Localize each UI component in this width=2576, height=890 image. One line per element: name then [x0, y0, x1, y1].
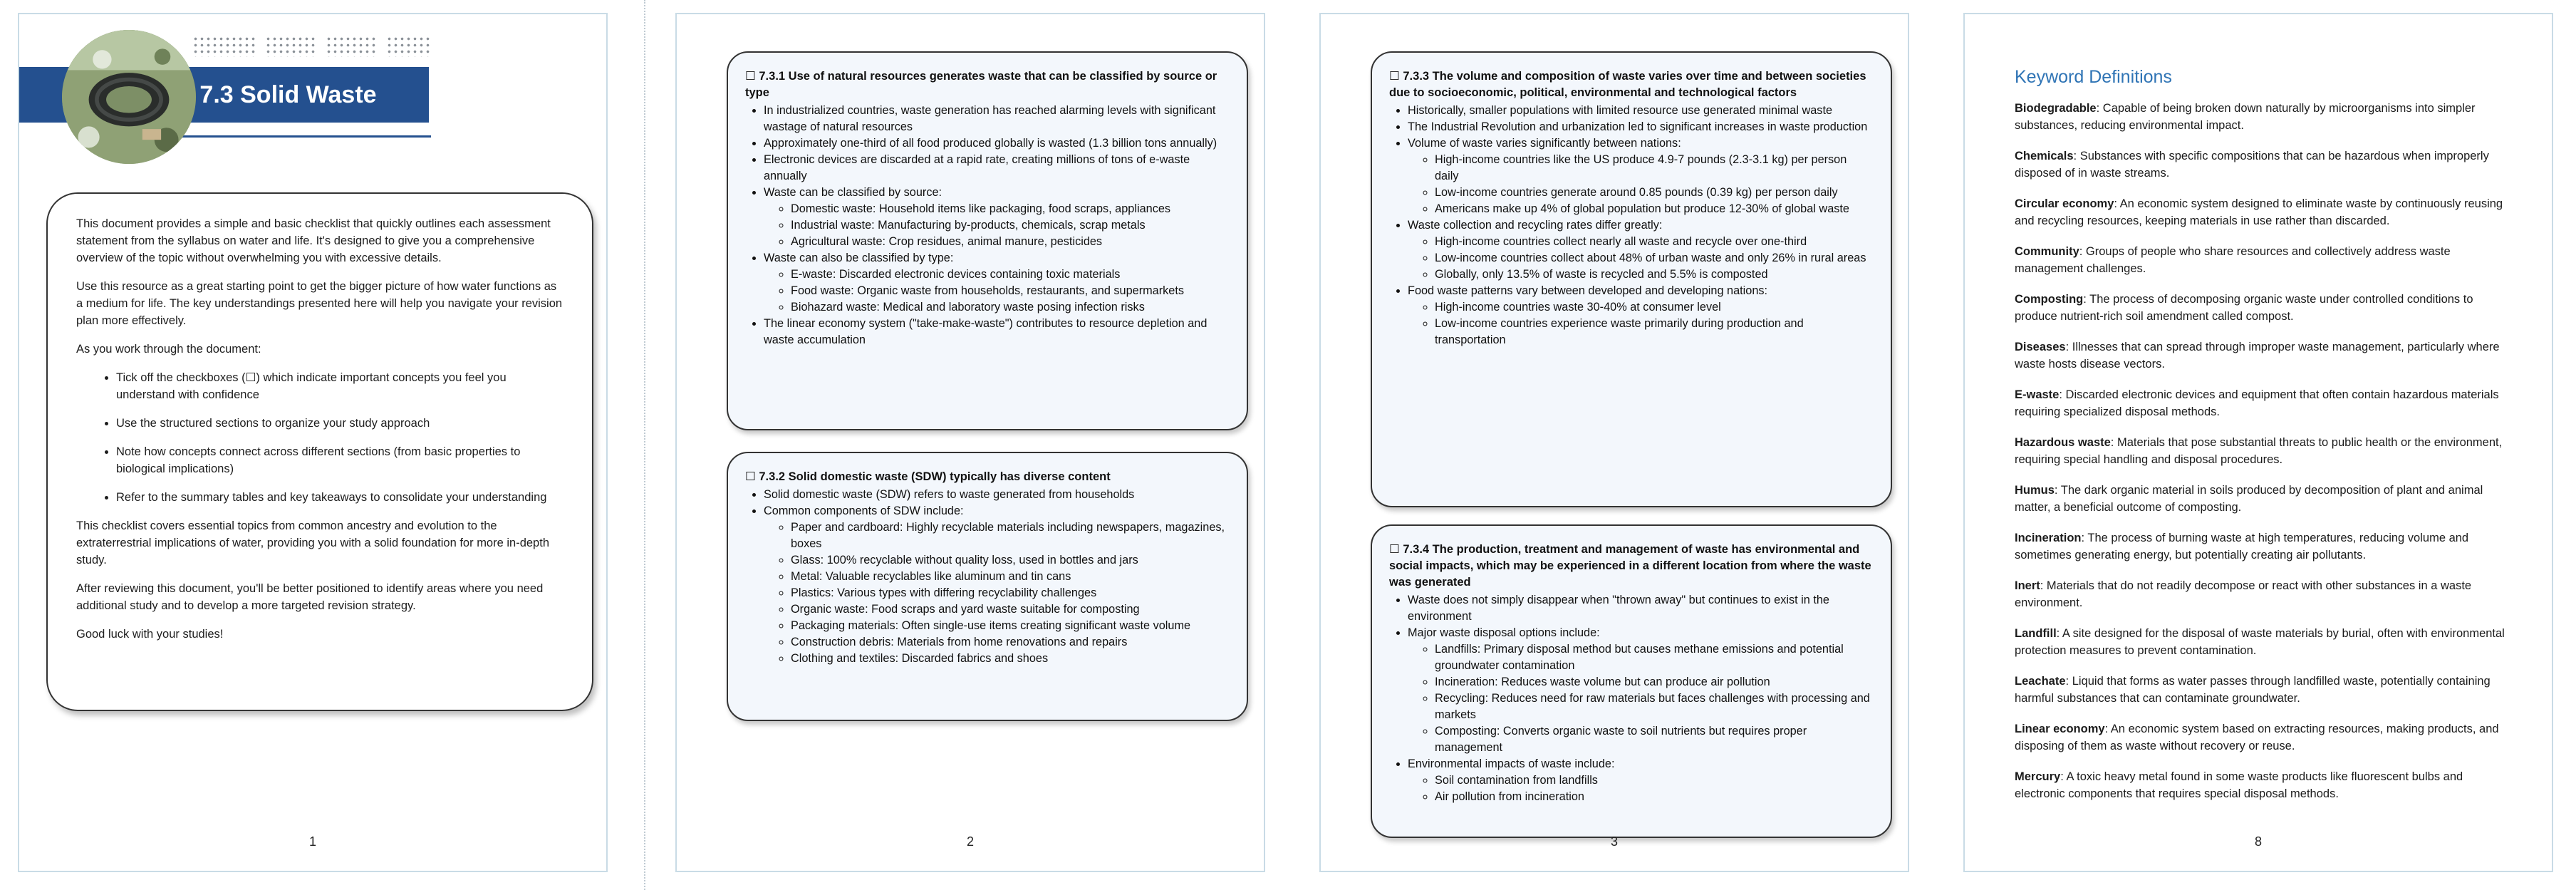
sub-item: ◦ Clothing and textiles: Discarded fabrics and shoes	[791, 651, 1230, 667]
sub-item: ◦ Recycling: Reduces need for raw materials but faces challenges with processing and markets	[1435, 690, 1874, 723]
sub-item: ◦ Agricultural waste: Crop residues, animal manure, pesticides	[791, 234, 1230, 250]
bullet-text: Volume of waste varies significantly between nations:	[1408, 137, 1681, 150]
section-7-3-4-box	[1371, 524, 1892, 838]
dot-pattern	[326, 36, 378, 57]
bullet-text: Common components of SDW include:	[764, 504, 964, 517]
keyword-entry	[2015, 291, 2513, 325]
section-heading: ☐ 7.3.3 The volume and composition of waste varies over time and between societies due to socioeconomic, political, environmental and technological factors	[1389, 70, 1866, 99]
intro-paragraph: Use this resource as a great starting point to get the bigger picture of how water functions as a medium for life. The key understandings presented here will help you navigate your revision plan more effectively.	[76, 280, 563, 327]
page-number: 1	[308, 834, 316, 849]
sub-item: ◦ Organic waste: Food scraps and yard waste suitable for composting	[791, 601, 1230, 618]
keyword-entry	[2015, 577, 2513, 611]
sub-item: ◦ Glass: 100% recyclable without quality loss, used in bottles and jars	[791, 552, 1230, 569]
instruction-item: • Tick off the checkboxes (☐) which indicate important concepts you feel you understand with confidence	[116, 369, 564, 403]
sub-list	[764, 201, 1230, 250]
keyword-definition: : Liquid that forms as water passes through landfilled waste, potentially containing harmful substances that can contaminate groundwater.	[2015, 675, 2491, 705]
section-heading: ☐ 7.3.2 Solid domestic waste (SDW) typically has diverse content	[745, 470, 1111, 483]
keyword-term: Mercury	[2015, 770, 2061, 783]
keyword-term: Leachate	[2015, 675, 2066, 688]
keyword-definition: : An economic system based on extracting resources, making products, and disposing of them as waste without recovery or reuse.	[2015, 723, 2499, 752]
sub-item: ◦ Composting: Converts organic waste to soil nutrients but requires proper management	[1435, 723, 1874, 756]
bullet-item	[1408, 135, 1874, 217]
sub-item: ◦ Packaging materials: Often single-use items creating significant waste volume	[791, 618, 1230, 634]
bullet-list	[745, 103, 1230, 348]
outro-paragraph: After reviewing this document, you'll be better positioned to identify areas where you need additional study and to develop a more targeted revision strategy.	[76, 582, 544, 612]
keyword-term: Chemicals	[2015, 150, 2074, 162]
instruction-item: • Refer to the summary tables and key takeaways to consolidate your understanding	[116, 489, 564, 506]
intro-box	[46, 192, 593, 711]
sub-list	[1408, 152, 1874, 217]
sub-list	[1408, 299, 1874, 348]
bullet-item	[764, 185, 1230, 250]
keyword-term: Humus	[2015, 484, 2055, 497]
bullet-list	[1389, 592, 1874, 805]
keyword-definition: : The process of decomposing organic waste under controlled conditions to produce nutrient-rich soil amendment called compost.	[2015, 293, 2473, 323]
keyword-definition: : An economic system designed to eliminate waste by continuously reusing and recycling resources, keeping materials in use rather than discarded.	[2015, 197, 2503, 227]
sub-item: ◦ Construction debris: Materials from home renovations and repairs	[791, 634, 1230, 651]
sub-item: ◦ Landfills: Primary disposal method but causes methane emissions and potential groundwater contamination	[1435, 641, 1874, 674]
sub-list	[1408, 641, 1874, 756]
bullet-text: Environmental impacts of waste include:	[1408, 757, 1615, 770]
bullet-text: Major waste disposal options include:	[1408, 626, 1600, 639]
keyword-entry	[2015, 100, 2513, 134]
keyword-term: Landfill	[2015, 627, 2057, 640]
intro-paragraph: This document provides a simple and basic checklist that quickly outlines each assessment statement from the syllabus on water and life. It's designed to give you a comprehensive overview of the topic without overwhelming you with excessive details.	[76, 217, 551, 264]
bullet-item: • In industrialized countries, waste generation has reached alarming levels with significant wastage of natural resources	[764, 103, 1230, 135]
keyword-term: Incineration	[2015, 532, 2082, 544]
sub-list	[764, 519, 1230, 667]
page-number: 3	[1610, 834, 1618, 849]
section-heading: ☐ 7.3.1 Use of natural resources generates waste that can be classified by source or type	[745, 70, 1217, 99]
bullet-text: Waste collection and recycling rates differ greatly:	[1408, 219, 1663, 232]
sub-item: ◦ Metal: Valuable recyclables like aluminum and tin cans	[791, 569, 1230, 585]
keyword-entry	[2015, 529, 2513, 564]
sub-item: ◦ High-income countries like the US produce 4.9-7 pounds (2.3-3.1 kg) per person daily	[1435, 152, 1874, 185]
sub-item: ◦ Industrial waste: Manufacturing by-products, chemicals, scrap metals	[791, 217, 1230, 234]
section-7-3-2-box	[727, 452, 1248, 721]
tire-waste-image	[62, 30, 196, 164]
bullet-item	[1408, 756, 1874, 805]
sub-item: ◦ Incineration: Reduces waste volume but can produce air pollution	[1435, 674, 1874, 690]
keyword-list	[2015, 100, 2513, 816]
bullet-text: Waste can be classified by source:	[764, 186, 942, 199]
bullet-text: Waste can also be classified by type:	[764, 252, 954, 264]
keyword-term: Linear economy	[2015, 723, 2105, 735]
instruction-list	[76, 369, 564, 506]
keyword-definition: : Illnesses that can spread through improper waste management, particularly where waste hosts disease vectors.	[2015, 341, 2500, 371]
sub-item: ◦ Plastics: Various types with differing recyclability challenges	[791, 585, 1230, 601]
waste-photo	[62, 30, 196, 164]
dot-pattern	[386, 36, 432, 57]
keyword-entry	[2015, 195, 2513, 229]
sub-item: ◦ Low-income countries experience waste primarily during production and transportation	[1435, 316, 1874, 348]
bullet-list	[1389, 103, 1874, 348]
page-title: 7.3 Solid Waste	[199, 81, 377, 108]
keyword-definition: : Substances with specific compositions that can be hazardous when improperly disposed of in waste streams.	[2015, 150, 2489, 180]
page-number: 8	[2254, 834, 2262, 849]
sub-item: ◦ Low-income countries collect about 48% of urban waste and only 26% in rural areas	[1435, 250, 1874, 267]
keyword-definition: : The process of burning waste at high temperatures, reducing volume and sometimes generating energy, but potentially creating air pollutants.	[2015, 532, 2469, 562]
page-2	[675, 13, 1265, 872]
keyword-term: Hazardous waste	[2015, 436, 2111, 449]
sub-item: ◦ Americans make up 4% of global population but produce 12-30% of global waste	[1435, 201, 1874, 217]
sub-item: ◦ Domestic waste: Household items like packaging, food scraps, appliances	[791, 201, 1230, 217]
intro-paragraph: As you work through the document:	[76, 343, 261, 356]
sub-item: ◦ Paper and cardboard: Highly recyclable materials including newspapers, magazines, boxes	[791, 519, 1230, 552]
sub-item: ◦ E-waste: Discarded electronic devices containing toxic materials	[791, 267, 1230, 283]
keyword-term: Circular economy	[2015, 197, 2114, 210]
keyword-entry	[2015, 768, 2513, 802]
section-7-3-1-box	[727, 51, 1248, 430]
keyword-term: Diseases	[2015, 341, 2066, 353]
bullet-text: Food waste patterns vary between developed and developing nations:	[1408, 284, 1768, 297]
keyword-definition: : A site designed for the disposal of waste materials by burial, often with environmental protection measures to prevent contamination.	[2015, 627, 2505, 657]
instruction-item: • Note how concepts connect across different sections (from basic properties to biological implications)	[116, 443, 564, 477]
sub-item: ◦ Biohazard waste: Medical and laboratory waste posing infection risks	[791, 299, 1230, 316]
sub-list	[764, 267, 1230, 316]
page-3	[1319, 13, 1909, 872]
keyword-entry	[2015, 386, 2513, 420]
keyword-term: Biodegradable	[2015, 102, 2097, 115]
dot-pattern	[265, 36, 318, 57]
sub-list	[1408, 772, 1874, 805]
outro-paragraph: This checklist covers essential topics from common ancestry and evolution to the extraterrestrial implications of water, providing you with a solid foundation for more in-depth study.	[76, 519, 549, 566]
bullet-item: • Waste does not simply disappear when "thrown away" but continues to exist in the environment	[1408, 592, 1874, 625]
keyword-entry	[2015, 434, 2513, 468]
bullet-item: • Approximately one-third of all food produced globally is wasted (1.3 billion tons annually)	[764, 135, 1230, 152]
keyword-term: Composting	[2015, 293, 2084, 306]
keyword-definition: : Groups of people who share resources and collectively address waste management challenges.	[2015, 245, 2451, 275]
outro-paragraph: Good luck with your studies!	[76, 628, 224, 641]
keyword-entry	[2015, 148, 2513, 182]
bullet-item: • Solid domestic waste (SDW) refers to waste generated from households	[764, 487, 1230, 503]
sub-item: ◦ Soil contamination from landfills	[1435, 772, 1874, 789]
keyword-definition: : Discarded electronic devices and equipment that often contain hazardous materials requiring specialized disposal methods.	[2015, 388, 2499, 418]
sub-item: ◦ Air pollution from incineration	[1435, 789, 1874, 805]
sub-item: ◦ Low-income countries generate around 0.85 pounds (0.39 kg) per person daily	[1435, 185, 1874, 201]
page-number: 2	[966, 834, 974, 849]
dot-pattern	[192, 36, 258, 57]
sub-item: ◦ High-income countries collect nearly all waste and recycle over one-third	[1435, 234, 1874, 250]
title-underline	[169, 135, 431, 138]
keyword-definition: : Capable of being broken down naturally by microorganisms into simpler substances, reducing environmental impact.	[2015, 102, 2476, 132]
section-heading: ☐ 7.3.4 The production, treatment and management of waste has environmental and social impacts, which may be experienced in a different location from where the waste was generated	[1389, 543, 1871, 589]
keyword-term: Inert	[2015, 579, 2040, 592]
instruction-item: • Use the structured sections to organize your study approach	[116, 415, 564, 432]
sub-item: ◦ Food waste: Organic waste from households, restaurants, and supermarkets	[791, 283, 1230, 299]
sub-list	[1408, 234, 1874, 283]
bullet-list	[745, 487, 1230, 667]
bullet-item: • The Industrial Revolution and urbanization led to significant increases in waste production	[1408, 119, 1874, 135]
sub-item: ◦ Globally, only 13.5% of waste is recycled and 5.5% is composted	[1435, 267, 1874, 283]
keyword-entry	[2015, 673, 2513, 707]
keyword-term: Community	[2015, 245, 2079, 258]
keyword-definition: : Materials that do not readily decompose or react with other substances in a waste environment.	[2015, 579, 2472, 609]
keyword-definition: : A toxic heavy metal found in some waste products like fluorescent bulbs and electronic components that requires special disposal methods.	[2015, 770, 2463, 800]
keyword-definitions-heading: Keyword Definitions	[2015, 67, 2172, 87]
bullet-item: • The linear economy system ("take-make-waste") contributes to resource depletion and waste accumulation	[764, 316, 1230, 348]
keyword-term: E-waste	[2015, 388, 2060, 401]
page-gap-divider	[644, 0, 645, 890]
sub-item: ◦ High-income countries waste 30-40% at consumer level	[1435, 299, 1874, 316]
page-1	[18, 13, 608, 872]
bullet-item	[764, 503, 1230, 667]
bullet-item	[1408, 217, 1874, 283]
keyword-definition: : The dark organic material in soils produced by decomposition of plant and animal matter, a beneficial outcome of composting.	[2015, 484, 2483, 514]
keyword-entry	[2015, 720, 2513, 755]
keyword-entry	[2015, 625, 2513, 659]
keyword-definition: : Materials that pose substantial threats to public health or the environment, requiring special handling and disposal procedures.	[2015, 436, 2503, 466]
page-8	[1963, 13, 2553, 872]
section-7-3-3-box	[1371, 51, 1892, 507]
bullet-item	[1408, 625, 1874, 756]
keyword-entry	[2015, 482, 2513, 516]
bullet-item	[1408, 283, 1874, 348]
bullet-item	[764, 250, 1230, 316]
keyword-entry	[2015, 338, 2513, 373]
bullet-item: • Electronic devices are discarded at a rapid rate, creating millions of tons of e-waste annually	[764, 152, 1230, 185]
bullet-item: • Historically, smaller populations with limited resource use generated minimal waste	[1408, 103, 1874, 119]
keyword-entry	[2015, 243, 2513, 277]
